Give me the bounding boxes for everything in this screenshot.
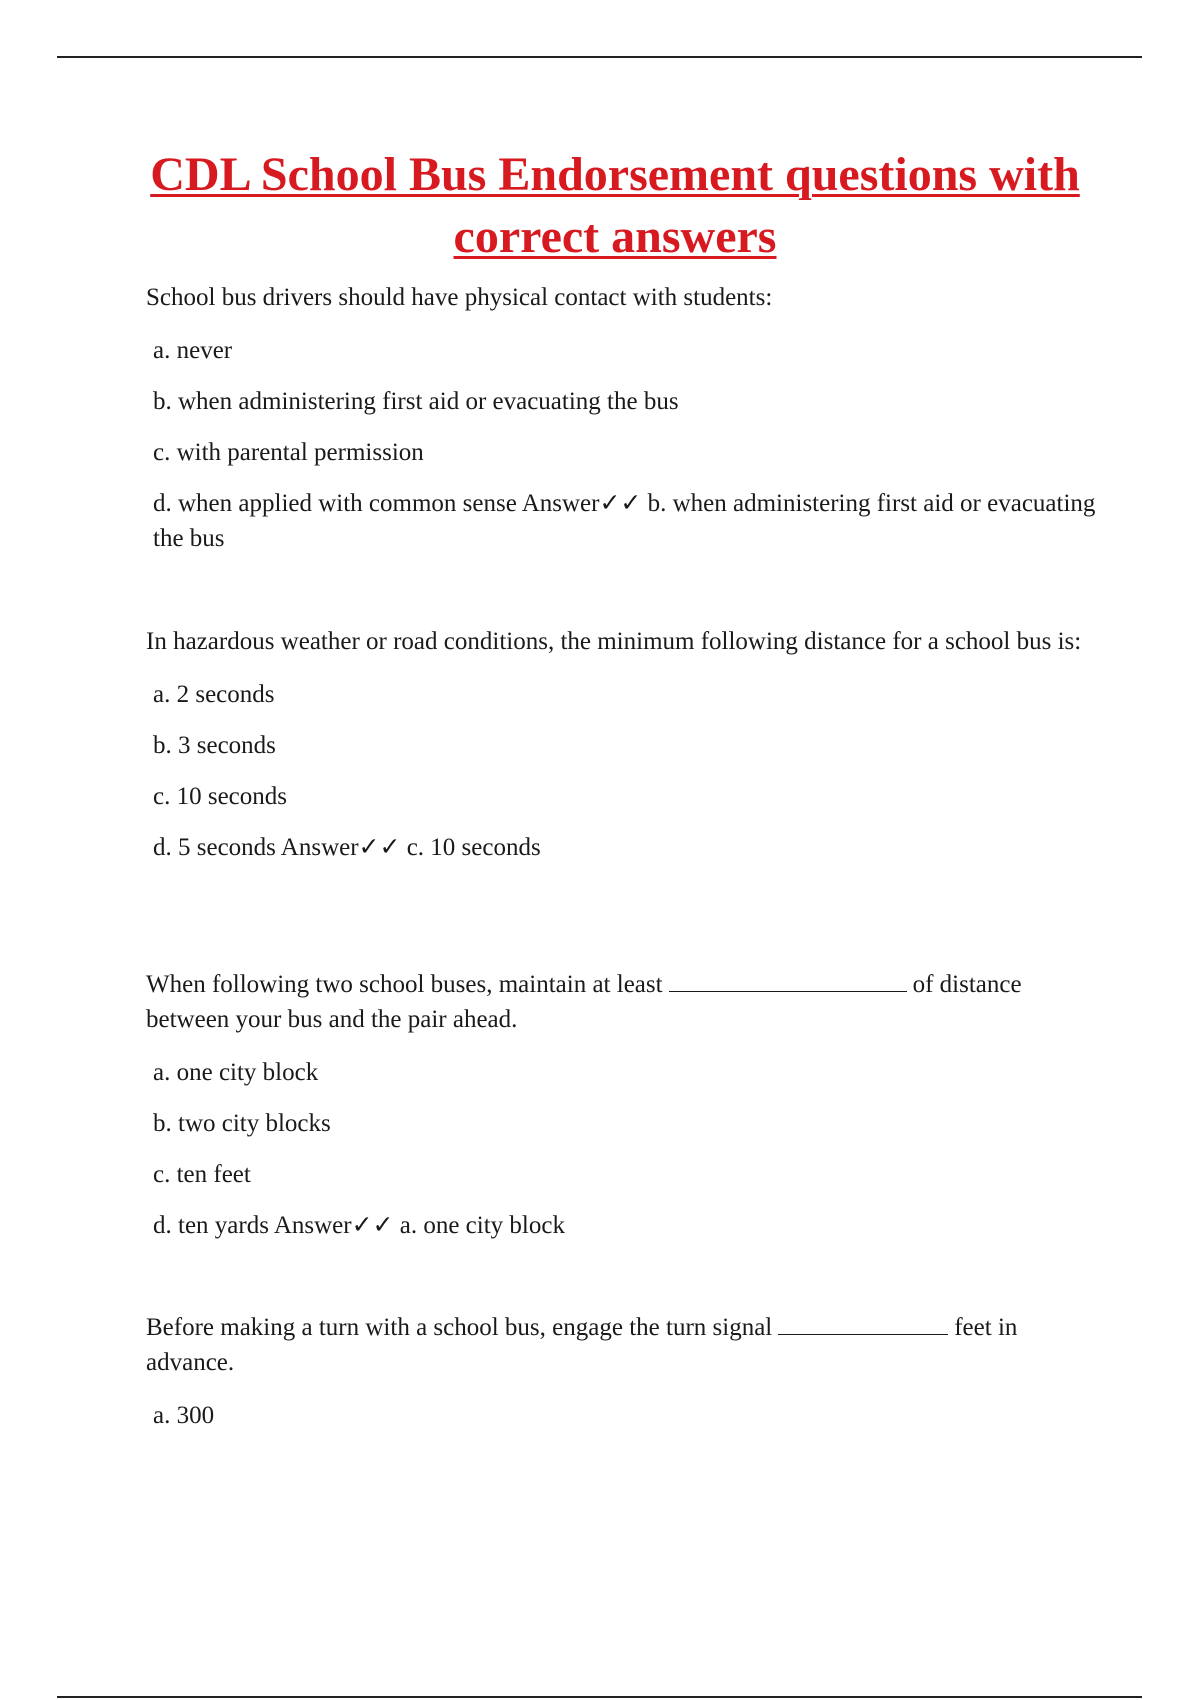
option-item: b. two city blocks [153, 1110, 331, 1137]
answer-text: b. when administering first aid or evacuating the bus [153, 490, 1096, 552]
option-list [146, 677, 1096, 814]
answer-label: Answer✓✓ [273, 1212, 394, 1239]
question-text [146, 1310, 1096, 1380]
option-item: a. 2 seconds [153, 681, 275, 708]
question-text-after: of distance between your bus and the pair ahead. [146, 971, 1022, 1033]
option-list [146, 1398, 1096, 1433]
question-text: In hazardous weather or road conditions, the minimum following distance for a school bus is: [146, 628, 1082, 655]
option-item: b. when administering first aid or evacuating the bus [153, 388, 679, 415]
answer-label: Answer✓✓ [280, 834, 401, 861]
option-item: a. one city block [153, 1059, 319, 1086]
option-item: c. with parental permission [153, 439, 424, 466]
fill-in-blank [669, 969, 907, 992]
answer-label: Answer✓✓ [521, 490, 642, 517]
question-text-before: When following two school buses, maintain at least [146, 971, 663, 998]
last-option: d. when applied with common sense [153, 490, 517, 517]
page-title: CDL School Bus Endorsement questions with correct answers [150, 148, 1080, 263]
question-block [146, 624, 1096, 865]
option-list [146, 333, 1096, 470]
bottom-rule [57, 1696, 1142, 1698]
option-item: c. ten feet [153, 1161, 251, 1188]
last-option: d. 5 seconds [153, 834, 276, 861]
top-rule [57, 56, 1142, 58]
last-option: d. ten yards [153, 1212, 269, 1239]
option-item: c. 10 seconds [153, 783, 287, 810]
question-block [146, 1310, 1096, 1433]
question-text-before: Before making a turn with a school bus, engage the turn signal [146, 1314, 773, 1341]
question-text [146, 967, 1096, 1037]
question-block [146, 280, 1096, 556]
fill-in-blank [778, 1312, 948, 1335]
option-item: a. 300 [153, 1402, 215, 1429]
option-item: b. 3 seconds [153, 732, 276, 759]
option-item: a. never [153, 337, 233, 364]
answer-line [146, 1208, 1096, 1243]
question-text: School bus drivers should have physical contact with students: [146, 284, 773, 311]
option-list [146, 1055, 1096, 1192]
answer-text: a. one city block [399, 1212, 565, 1239]
answer-line [146, 830, 1096, 865]
answer-text: c. 10 seconds [406, 834, 541, 861]
answer-line [146, 486, 1096, 556]
question-block [146, 967, 1096, 1243]
question-text-after: feet in advance. [146, 1314, 1018, 1376]
